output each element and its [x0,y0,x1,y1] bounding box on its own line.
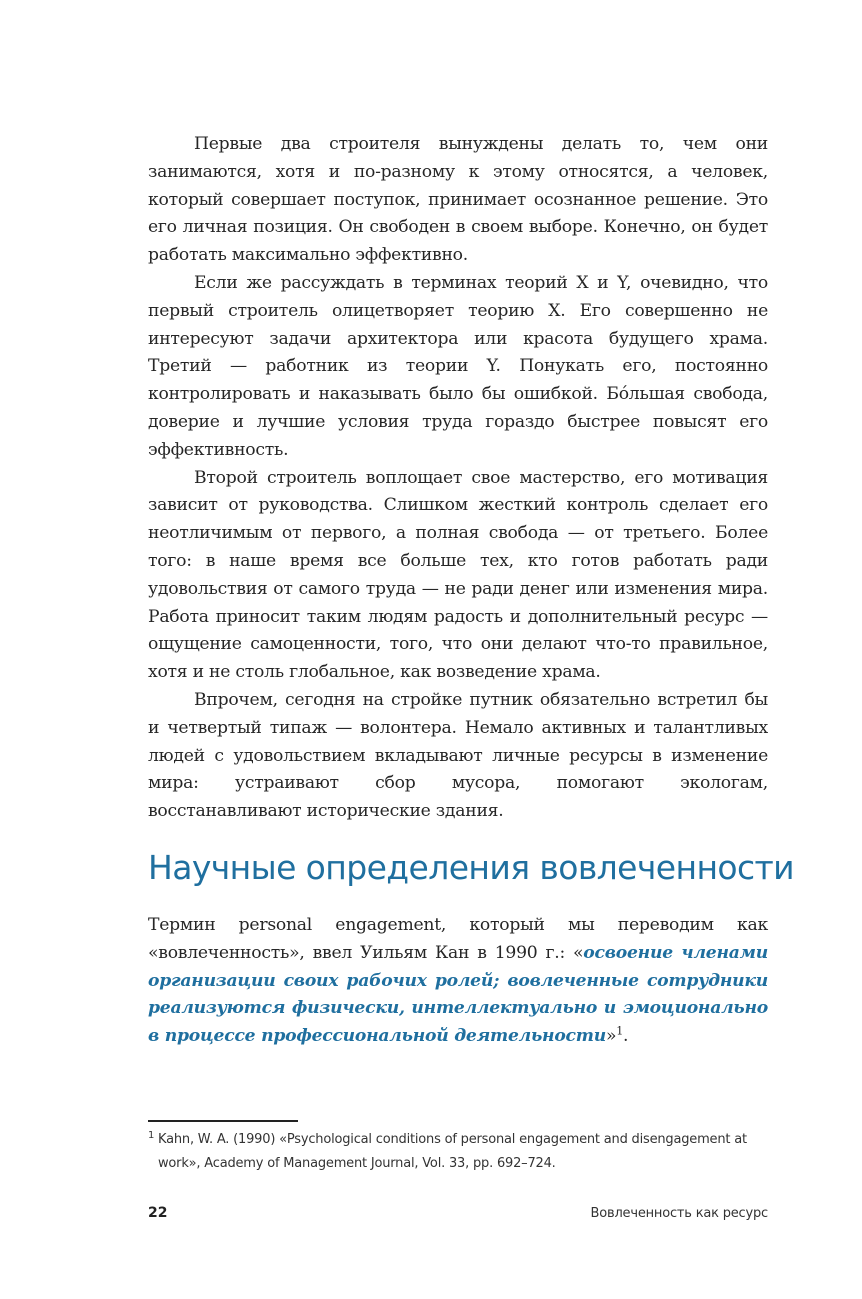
section-heading: Научные определения вовлеченности [148,848,795,887]
footnote-text: Kahn, W. A. (1990) «Psychological conditions of personal engagement and disengagement at work», Academy of Management Journal, Vol. 33, pp. 692–724. [158,1132,747,1171]
section-lead-paragraph [148,912,768,1051]
running-title: Вовлеченность как ресурс [590,1206,768,1221]
footnote-divider [148,1120,298,1122]
footnote-reference[interactable]: 1 [616,1024,623,1038]
paragraph: Второй строитель воплощает свое мастерство, его мотивация зависит от руководства. Слишком жесткий контроль сделает его неотличимым от первого, а полная свобода — от третьего. Более того: в наше время все больше тех, кто готов работать ради удовольствия от самого труда — не ради денег или изменения мира. Работа приносит таким людям радость и дополнительный ресурс — ощущение самоценности, того, что они делают что-то правильное, хотя и не столь глобальное, как возведение храма. [148,467,768,683]
paragraph: Впрочем, сегодня на стройке путник обязательно встретил бы и четвертый типаж — волонтера. Немало активных и талантливых людей с удовольствием вкладывают личные ресурсы в изменение мира: устраивают сбор мусора, помогают экологам, восстанавливают исторические здания. [148,689,768,822]
body-text [148,131,768,826]
lead-text: Термин personal engagement, который мы переводим как «вовлеченность», ввел Уильям Кан в 1990 г.: « [148,915,768,963]
footnote [148,1128,768,1176]
page-number: 22 [148,1205,168,1221]
paragraph: Первые два строителя вынуждены делать то, чем они занимаются, хотя и по-разному к этому относятся, а человек, который совершает поступок, принимает осознанное решение. Это его личная позиция. Он свободен в своем выборе. Конечно, он будет работать максимально эффективно. [148,134,768,266]
highlighted-quote: освоение членами организации своих рабочих ролей; вовлеченные сотрудники реализуются физически, интеллектуально и эмоционально в процессе профессиональной деятельности [148,942,768,1047]
paragraph: Если же рассуждать в терминах теорий X и Y, очевидно, что первый строитель олицетворяет теорию X. Его совершенно не интересуют задачи архитектора или красота будущего храма. Третий — работник из теории Y. Понукать его, постоянно контролировать и наказывать было бы ошибкой. Бóльшая свобода, доверие и лучшие условия труда гораздо быстрее повысят его эффективность. [148,272,768,460]
footnote-number: 1 [148,1130,155,1141]
quote-close: » [605,1026,617,1047]
end-period: . [622,1026,629,1047]
